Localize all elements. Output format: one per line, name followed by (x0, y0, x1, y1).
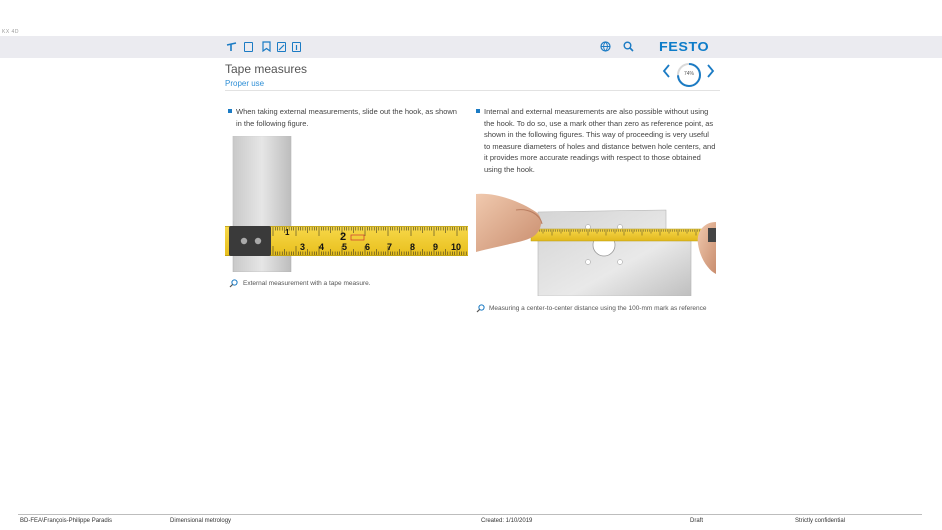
tape-number-2: 2 (340, 231, 347, 243)
search-icon[interactable] (623, 41, 634, 52)
footer-confidentiality: Strictly confidential (795, 518, 846, 524)
corner-label: KX 4D (2, 29, 19, 35)
festo-logo: FESTO (659, 39, 710, 54)
pin-icon[interactable] (226, 41, 237, 52)
info-icon[interactable] (292, 42, 301, 52)
left-figure-caption: External measurement with a tape measure. (243, 280, 371, 287)
footer-topic: Dimensional metrology (170, 518, 232, 524)
external-measurement-figure (225, 136, 468, 272)
tape-number-10: 10 (451, 242, 462, 252)
tape-number-1: 1 (285, 228, 290, 237)
monitor-icon[interactable] (244, 42, 253, 52)
magnifier-icon (229, 279, 238, 288)
chevron-left-icon (662, 64, 671, 78)
tape-number-8: 8 (410, 242, 416, 252)
tape-number-7: 7 (387, 242, 393, 252)
footer-created-date: Created: 1/10/2019 (481, 518, 533, 524)
bookmark-icon[interactable] (261, 41, 272, 52)
bullet-icon (228, 109, 232, 113)
progress-label: 74% (683, 71, 694, 77)
footer-status: Draft (690, 518, 704, 524)
chevron-right-icon (706, 64, 715, 78)
center-distance-figure (476, 182, 716, 296)
toolbar (0, 36, 942, 58)
title-divider (225, 90, 720, 91)
tape-number-6: 6 (365, 242, 371, 252)
left-paragraph: When taking external measurements, slide out the hook, as shown in the following figure. (236, 107, 457, 128)
right-paragraph: Internal and external measurements are also possible without using the hook. To do so, use a mark other than zero as reference point, as shown in the following figures. This way of proceeding is very useful to measure diameters of holes and distance betwen hole centers, and it provides more accurate readings with respect to those obtained using the hook. (484, 107, 716, 174)
footer-author: BD-FEA\François-Philippe Paradis (20, 518, 113, 524)
tape-number-5: 5 (342, 242, 348, 252)
tape-number-3: 3 (300, 242, 306, 252)
page-subtitle: Proper use (225, 79, 265, 88)
edit-icon[interactable] (277, 42, 286, 52)
magnifier-icon (476, 304, 485, 313)
footer-divider (18, 514, 922, 515)
tape-number-4: 4 (319, 242, 325, 252)
previous-page-button[interactable] (662, 64, 671, 83)
tape-number-9: 9 (433, 242, 439, 252)
globe-icon[interactable] (600, 41, 611, 52)
bullet-icon (476, 109, 480, 113)
right-figure-caption: Measuring a center-to-center distance using the 100-mm mark as reference (489, 305, 707, 312)
page-title: Tape measures (225, 62, 308, 76)
next-page-button[interactable] (706, 64, 715, 83)
